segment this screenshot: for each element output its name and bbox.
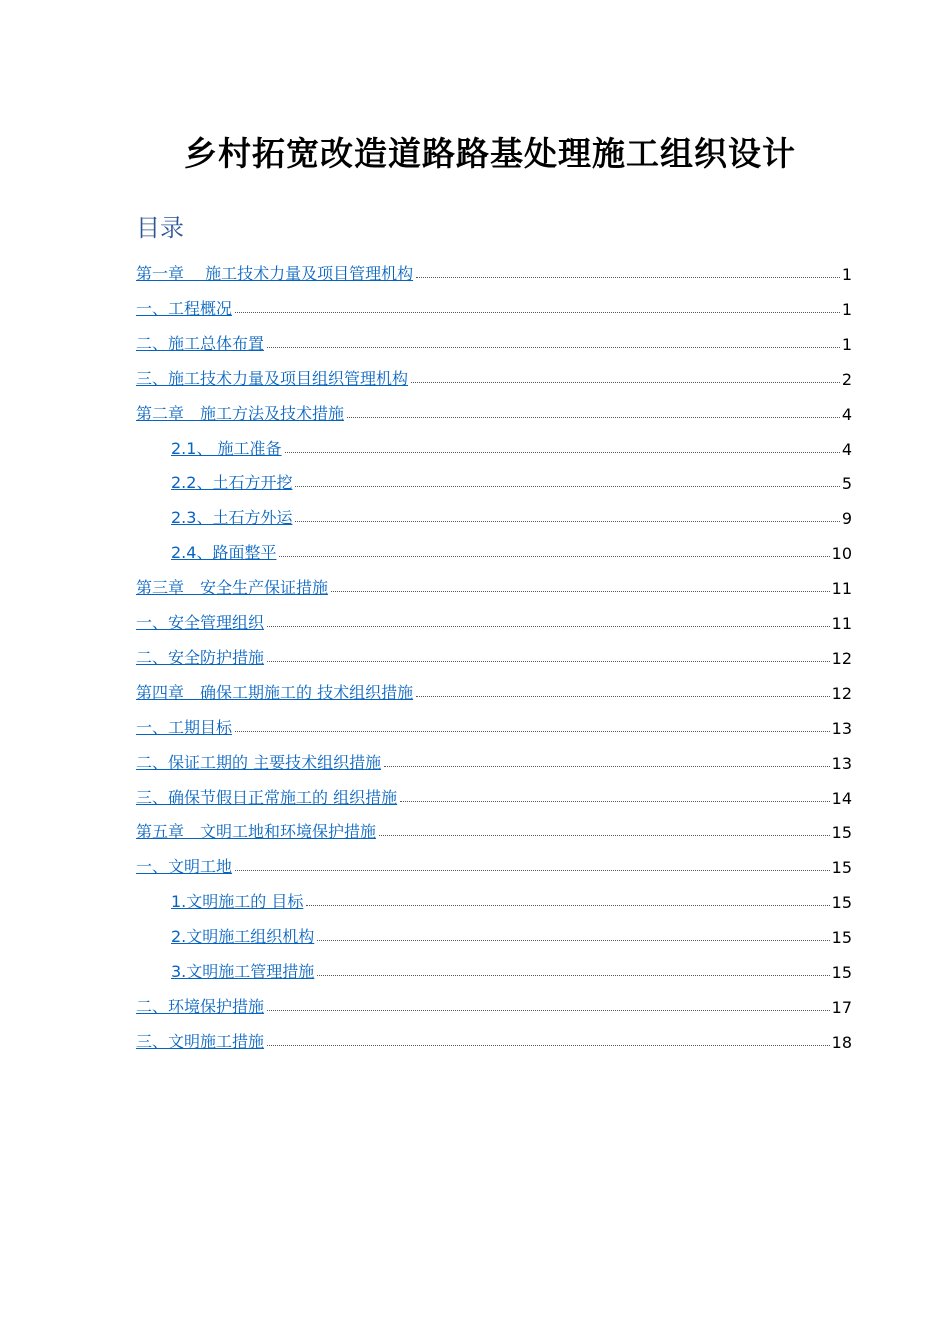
toc-leader-dots — [235, 730, 830, 732]
toc-page-number: 18 — [831, 1032, 852, 1052]
toc-entry-link[interactable]: 一、文明工地 — [136, 857, 233, 877]
toc-leader-dots — [317, 974, 829, 976]
toc-leader-dots — [416, 276, 840, 278]
toc-leader-dots — [317, 939, 829, 941]
toc-entry[interactable] — [136, 991, 852, 1017]
toc-entry[interactable] — [171, 502, 852, 528]
toc-leader-dots — [416, 695, 830, 697]
toc-entry[interactable] — [136, 293, 852, 319]
toc-entry[interactable] — [136, 816, 852, 842]
toc-page-number: 1 — [841, 265, 852, 284]
toc-entry-link[interactable]: 第五章 文明工地和环境保护措施 — [136, 822, 377, 842]
toc-leader-dots — [400, 800, 830, 802]
toc-entry-link[interactable]: 第四章 确保工期施工的 技术组织措施 — [136, 682, 414, 702]
toc-leader-dots — [267, 1044, 830, 1046]
toc-page-number: 1 — [841, 334, 852, 354]
toc-page-number: 15 — [831, 858, 852, 878]
toc-entry-link[interactable]: 第一章 施工技术力量及项目管理机构 — [136, 264, 414, 283]
toc-entry[interactable] — [136, 747, 852, 773]
toc-entry-link[interactable]: 第三章 安全生产保证措施 — [136, 578, 329, 598]
toc-entry[interactable] — [171, 921, 852, 947]
toc-entry-link[interactable]: 二、环境保护措施 — [136, 996, 265, 1016]
toc-entry-link[interactable]: 三、施工技术力量及项目组织管理机构 — [136, 368, 409, 388]
toc-leader-dots — [379, 834, 830, 836]
toc-leader-dots — [267, 1009, 830, 1011]
toc-entry-link[interactable]: 一、安全管理组织 — [136, 613, 265, 632]
toc-page-number: 10 — [831, 544, 852, 564]
toc-entry[interactable] — [136, 677, 852, 703]
toc-entry-link[interactable]: 3.文明施工管理措施 — [171, 962, 315, 981]
toc-entry-link[interactable]: 2.文明施工组织机构 — [171, 927, 315, 947]
toc-leader-dots — [411, 381, 840, 383]
toc-page-number: 13 — [831, 753, 852, 773]
toc-leader-dots — [235, 311, 840, 313]
toc-page-number: 14 — [831, 788, 852, 808]
toc-page-number: 17 — [831, 997, 852, 1017]
toc-leader-dots — [295, 520, 839, 522]
toc-leader-dots — [267, 346, 840, 348]
toc-page-number: 5 — [841, 474, 852, 494]
toc-entry[interactable] — [171, 886, 852, 912]
toc-page-number: 15 — [831, 893, 852, 913]
toc-page-number: 12 — [831, 648, 852, 668]
toc-leader-dots — [267, 625, 830, 627]
toc-entry-link[interactable]: 第二章 施工方法及技术措施 — [136, 403, 345, 423]
toc-entry-link[interactable]: 二、保证工期的 主要技术组织措施 — [136, 752, 382, 772]
toc-entry[interactable] — [136, 642, 852, 668]
toc-leader-dots — [295, 485, 839, 487]
toc-entry[interactable] — [136, 258, 852, 284]
toc-entry-link[interactable]: 三、文明施工措施 — [136, 1031, 265, 1051]
toc-entry-link[interactable]: 1.文明施工的 目标 — [171, 892, 304, 912]
toc-entry[interactable] — [136, 1026, 852, 1052]
toc-entry[interactable] — [136, 782, 852, 808]
toc-leader-dots — [306, 904, 829, 906]
toc-leader-dots — [285, 451, 840, 453]
toc-leader-dots — [331, 590, 830, 592]
toc-page-number: 2 — [841, 369, 852, 389]
toc-page-number: 9 — [841, 509, 852, 529]
toc-page-number: 15 — [831, 963, 852, 982]
toc-leader-dots — [267, 660, 830, 662]
toc-leader-dots — [384, 765, 830, 767]
toc-entry-link[interactable]: 2.3、土石方外运 — [171, 508, 293, 528]
toc-entry-link[interactable]: 三、确保节假日正常施工的 组织措施 — [136, 787, 398, 807]
toc-entry-link[interactable]: 二、安全防护措施 — [136, 647, 265, 667]
toc-entry-link[interactable]: 2.4、路面整平 — [171, 543, 277, 563]
toc-entry-link[interactable]: 一、工期目标 — [136, 717, 233, 737]
toc-entry[interactable] — [171, 956, 852, 982]
toc-page-number: 4 — [841, 404, 852, 424]
toc-entry-link[interactable]: 一、工程概况 — [136, 298, 233, 318]
toc-heading: 目录 — [136, 214, 184, 242]
toc-entry-link[interactable]: 2.1、 施工准备 — [171, 438, 282, 458]
document-title: 乡村拓宽改造道路路基处理施工组织设计 — [184, 134, 796, 173]
toc-entry[interactable] — [136, 851, 852, 877]
toc-page-number: 15 — [831, 823, 852, 843]
toc-page-number: 12 — [831, 683, 852, 703]
toc-leader-dots — [235, 869, 830, 871]
toc-page-number: 11 — [831, 579, 852, 599]
toc-entry-link[interactable]: 二、施工总体布置 — [136, 333, 265, 353]
toc-entry[interactable] — [136, 712, 852, 738]
toc-entry[interactable] — [136, 328, 852, 354]
toc-page-number: 1 — [841, 299, 852, 319]
toc-page-number: 11 — [831, 614, 852, 633]
toc-page-number: 4 — [841, 439, 852, 459]
toc-entry[interactable] — [136, 572, 852, 598]
toc-page-number: 13 — [831, 718, 852, 738]
toc-entry-link[interactable]: 2.2、土石方开挖 — [171, 473, 293, 493]
toc-leader-dots — [347, 416, 840, 418]
toc-entry[interactable] — [171, 537, 852, 563]
toc-entry[interactable] — [136, 398, 852, 424]
toc-entry[interactable] — [171, 433, 852, 459]
toc-entry[interactable] — [136, 363, 852, 389]
toc-page-number: 15 — [831, 928, 852, 948]
toc-entry[interactable] — [136, 607, 852, 633]
toc-entry[interactable] — [171, 467, 852, 493]
toc-leader-dots — [279, 555, 829, 557]
